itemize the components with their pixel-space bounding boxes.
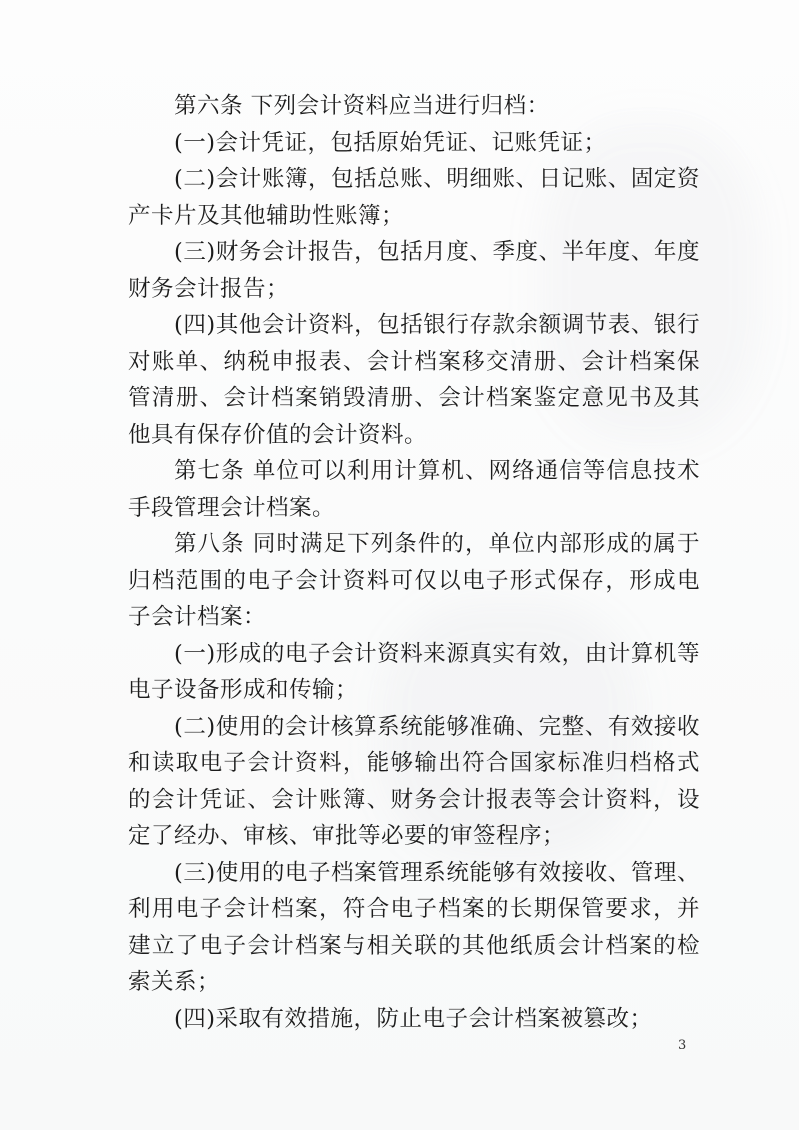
article-6-item-1: (一)会计凭证，包括原始凭证、记账凭证； bbox=[174, 129, 607, 156]
article-6-item-4: (四)其他会计资料，包括银行存款余额调节表、银行对账单、纳税申报表、会计档案移交清册、会计档案保管清册、会计档案销毁清册、会计档案鉴定意见书及其他具有保存价值的会计资料。 bbox=[128, 312, 700, 448]
article-8-item-1: (一)形成的电子会计资料来源真实有效，由计算机等电子设备形成和传输； bbox=[128, 640, 700, 703]
page-number: 3 bbox=[678, 1038, 687, 1053]
article-6-item-2: (二)会计账簿，包括总账、明细账、日记账、固定资产卡片及其他辅助性账簿； bbox=[128, 166, 700, 229]
article-8-item-2: (二)使用的会计核算系统能够准确、完整、有效接收和读取电子会计资料，能够输出符合国家标准归档格式的会计凭证、会计账簿、财务会计报表等会计资料，设定了经办、审核、审批等必要的审签程序； bbox=[128, 713, 700, 849]
article-8-item-3: (三)使用的电子档案管理系统能够有效接收、管理、利用电子会计档案，符合电子档案的长期保管要求，并建立了电子会计档案与相关联的其他纸质会计档案的检索关系； bbox=[128, 859, 700, 995]
article-7: 第七条 单位可以利用计算机、网络通信等信息技术手段管理会计档案。 bbox=[128, 458, 700, 521]
article-8-item-4: (四)采取有效措施，防止电子会计档案被篡改； bbox=[174, 1005, 653, 1032]
article-8-heading: 第八条 同时满足下列条件的，单位内部形成的属于归档范围的电子会计资料可仅以电子形式保存，形成电子会计档案： bbox=[128, 531, 700, 630]
article-6-heading: 第六条 下列会计资料应当进行归档： bbox=[174, 93, 550, 119]
article-6-item-3: (三)财务会计报告，包括月度、季度、半年度、年度财务会计报告； bbox=[128, 239, 700, 302]
document-body bbox=[128, 88, 700, 1037]
